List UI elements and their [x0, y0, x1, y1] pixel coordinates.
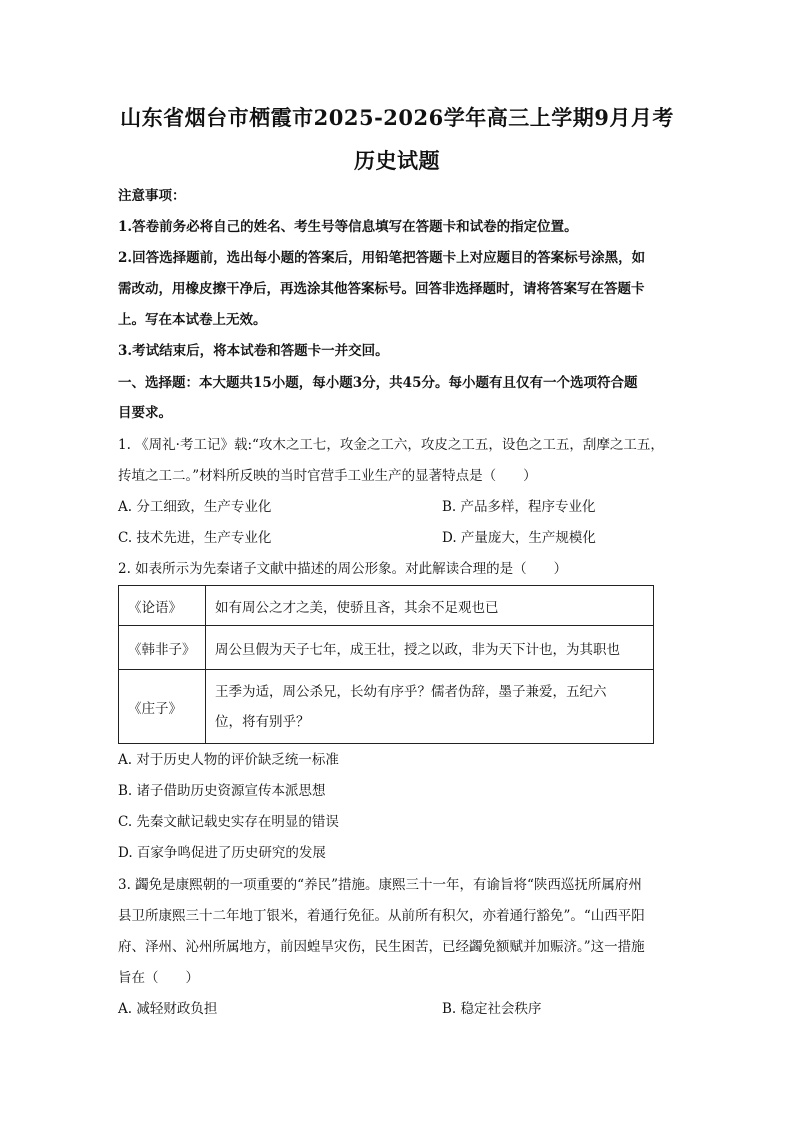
- table-cell-text: [206, 670, 654, 744]
- exam-subject: 历史试题: [354, 148, 440, 173]
- q3-option-a: A. 减轻财政负担: [118, 1001, 218, 1017]
- q1-option-b: B. 产品多样，程序专业化: [442, 499, 596, 515]
- q2-option-a: A. 对于历史人物的评价缺乏统一标准: [118, 752, 339, 768]
- notice-item-2-line-2: 需改动，用橡皮擦干净后，再选涂其他答案标号。回答非选择题时，请将答案写在答题卡: [118, 281, 645, 297]
- q1-stem-line-2: 抟埴之工二。”材料所反映的当时官营手工业生产的显著特点是（ ）: [118, 468, 537, 484]
- notice-heading: 注意事项：: [118, 188, 186, 204]
- q1-option-a: A. 分工细致，生产专业化: [118, 499, 272, 515]
- table-row: [119, 586, 654, 626]
- q2-option-b: B. 诸子借助历史资源宣传本派思想: [118, 783, 326, 799]
- table-cell-text: 如有周公之才之美，使骄且吝，其余不足观也已: [206, 586, 654, 626]
- q1-option-d: D. 产量庞大，生产规模化: [442, 530, 596, 546]
- q1-stem-line-1: 1. 《周礼·考工记》载:“攻木之工七，攻金之工六，攻皮之工五，设色之工五，刮摩之工五，: [118, 437, 664, 453]
- q3-stem-line-4: 旨在（ ）: [118, 970, 199, 986]
- notice-item-2-line-3: 上。写在本试卷上无效。: [118, 312, 267, 328]
- q2-option-d: D. 百家争鸣促进了历史研究的发展: [118, 845, 326, 861]
- q2-table: [118, 585, 654, 744]
- table-cell-book: 《庄子》: [119, 670, 206, 744]
- q3-option-b: B. 稳定社会秩序: [442, 1001, 542, 1017]
- table-cell-text-line-2: 位，将有别乎？: [215, 713, 310, 730]
- notice-item-2-line-1: 2.回答选择题前，选出每小题的答案后，用铅笔把答题卡上对应题目的答案标号涂黑，如: [118, 250, 646, 266]
- q2-option-c: C. 先秦文献记载史实存在明显的错误: [118, 814, 339, 830]
- q3-stem-line-2: 县卫所康熙三十二年地丁银米，着通行免征。从前所有积欠，亦着通行豁免”。“山西平阳: [118, 908, 645, 924]
- table-row: [119, 670, 654, 744]
- q3-stem-line-3: 府、泽州、沁州所属地方，前因蝗旱灾伤，民生困苦，已经蠲免额赋并加赈济。”这一措施: [118, 939, 645, 955]
- q2-stem: 2. 如表所示为先秦诸子文献中描述的周公形象。对此解读合理的是（ ）: [118, 561, 568, 577]
- table-row: [119, 626, 654, 670]
- notice-item-1: 1.答卷前务必将自己的姓名、考生号等信息填写在答题卡和试卷的指定位置。: [118, 219, 578, 235]
- q1-option-c: C. 技术先进，生产专业化: [118, 530, 272, 546]
- table-cell-book: 《论语》: [119, 586, 206, 626]
- notice-item-3: 3.考试结束后，将本试卷和答题卡一并交回。: [118, 343, 389, 359]
- table-cell-text-line-1: 王季为适，周公杀兄，长幼有序乎？儒者伪辞，墨子兼爱，五纪六: [215, 683, 607, 700]
- section-heading-line-2: 目要求。: [118, 405, 172, 421]
- section-heading-line-1: 一、选择题：本大题共15小题，每小题3分，共45分。每小题有且仅有一个选项符合题: [118, 375, 638, 391]
- exam-title: 山东省烟台市栖霞市2025-2026学年高三上学期9月月考: [120, 105, 674, 130]
- table-cell-text: 周公旦假为天子七年，成王壮，授之以政，非为天下计也，为其职也: [206, 626, 654, 670]
- q3-stem-line-1: 3. 蠲免是康熙朝的一项重要的“养民”措施。康熙三十一年，有谕旨将“陕西巡抚所属府州: [118, 877, 642, 893]
- table-cell-book: 《韩非子》: [119, 626, 206, 670]
